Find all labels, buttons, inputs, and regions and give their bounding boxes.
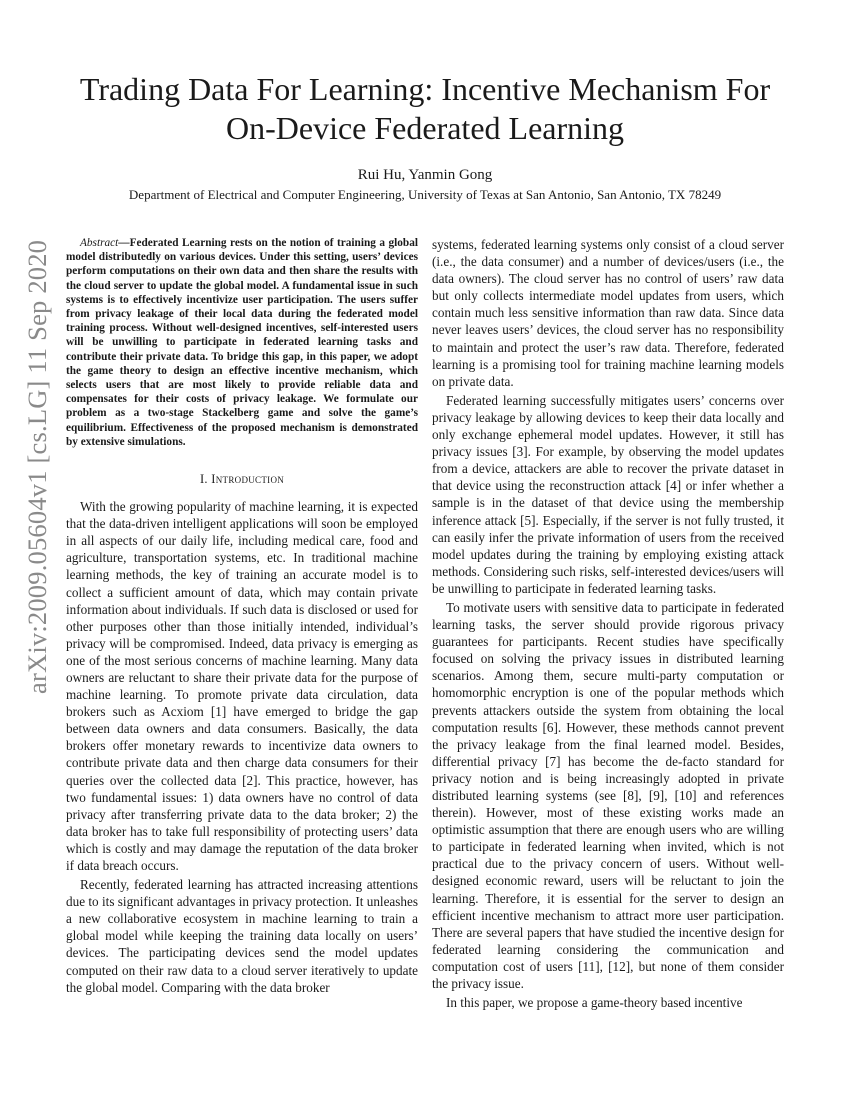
paragraph: Recently, federated learning has attracted increasing attentions due to its significant advantages in privacy protection. It unleashes a new collaborative ecosystem in machine learning to train a global model while keeping the training data locally on users’ devices. The participating devices send the model updates computed on their raw data to a cloud server iteratively to update the global model. Comparing with the data broker: [66, 877, 418, 995]
abstract-text: —Federated Learning rests on the notion of training a global model distributedly on various devices. Under this setting, users’ devices perform computations on their own data and then share the results with the cloud server to update the global model. A fundamental issue in such systems is to effectively incentivize user participation. The users suffer from privacy leakage of their local data during the federated model training process. Without well-designed incentives, self-interested users will be unwilling to participate in federated learning tasks and contribute their private data. To bridge this gap, in this paper, we adopt the game theory to design an effective incentive mechanism, which selects users that are most likely to provide reliable data and compensates for their costs of privacy leakage. We formulate our problem as a two-stage Stackelberg game and solve the game’s equilibrium. Effectiveness of the proposed mechanism is demonstrated by extensive simulations.: [66, 237, 418, 448]
paragraph: Federated learning successfully mitigates users’ concerns over privacy leakage by allowing devices to keep their data locally and only exchange ephemeral model updates. However, it still has privacy issues [3]. For example, by observing the model updates from a device, attackers are able to recover the private dataset in that device using the reconstruction attack [4] or infer whether a sample is in the dataset of that device using the membership inference attack [5]. Especially, if the server is not fully trusted, it can easily infer the private information of users from the received model updates during the training by employing existing attack methods. Considering such risks, self-interested devices/users will be unwilling to participate in federated learning tasks.: [432, 392, 784, 596]
affiliation: Department of Electrical and Computer Engineering, University of Texas at San Antonio, San Antonio, TX 78249: [128, 187, 722, 202]
section-title: Introduction: [211, 472, 285, 487]
paragraph: systems, federated learning systems only consist of a cloud server (i.e., the data consumer) and a number of devices/users (i.e., the data owners). The cloud server has no control of users’ raw data but only collects intermediate model updates from users, which contain much less sensitive information than raw data. Since data never leaves users’ devices, the cloud server has no responsibility to maintain and protect the user’s raw data. Therefore, federated learning is a promising tool for training machine learning models on private data.: [432, 237, 784, 389]
section-number: I.: [199, 472, 208, 487]
paragraph: With the growing popularity of machine learning, it is expected that the data-driven intelligent applications will soon be employed in all aspects of our daily life, including medical care, food and agriculture, transportation systems, etc. In traditional machine learning methods, the key of training an accurate model is to collect a sufficient amount of data, which may contain private information about individuals. If such data is disclosed or used for other purposes other than those initially intended, individual’s privacy will be compromised. Indeed, data privacy is emerging as one of the most serious concerns of machine learning. Many data owners are reluctant to share their private data for the purpose of machine learning. To promote private data circulation, data brokers such as Acxiom [1] have emerged to bridge the gap between data owners and data consumers. Basically, the data brokers offer monetary rewards to incentivize data owners to contribute private data and then charge data consumers for their queries over the collected data [2]. This practice, however, has two fundamental issues: 1) data owners have no control of data privacy after transferring private data to the data broker; 2) the data broker has to take full responsibility of protecting users’ data which is costly and may damage the reputation of the data broker if data breach occurs.: [66, 499, 418, 874]
arxiv-stamp: arXiv:2009.05604v1 [cs.LG] 11 Sep 2020: [22, 239, 52, 694]
abstract-label: Abstract: [80, 237, 119, 249]
left-column: [66, 236, 418, 996]
section-heading: [66, 472, 418, 487]
abstract: [66, 236, 418, 449]
authors: Rui Hu, Yanmin Gong: [357, 167, 493, 183]
paragraph: To motivate users with sensitive data to participate in federated learning tasks, the server should provide rigorous privacy guarantees for participants. Recent studies have specifically focused on solving the privacy issues in distributed learning scenarios. Among them, secure multi-party computation or homomorphic encryption is one of the popular methods which prevents attackers outside the system from obtaining the local computation results [6]. However, these methods cannot prevent the privacy leakage from the final learned model. Besides, differential privacy [7] has become the de-facto standard for privacy notion and is being increasingly adopted in private distributed learning systems (see [8], [9], [10] and references therein). However, most of these existing works made an optimistic assumption that there are enough users who are willing to participate in federated learning when invited, which is not practical due to the privacy concern of users. Without well-designed economic reward, users will be reluctant to join the learning. Therefore, it is essential for the server to design an efficient incentive mechanism to attract more user participation. There are several papers that have studied the incentive design for federated learning considering the communication and computation cost of users [11], [12], but none of them consider the privacy issue.: [432, 599, 784, 992]
paper-title: Trading Data For Learning: Incentive Mechanism For On-Device Federated Learning: [79, 71, 771, 146]
paragraph: In this paper, we propose a game-theory based incentive: [446, 995, 743, 1011]
right-column: [432, 236, 784, 1011]
